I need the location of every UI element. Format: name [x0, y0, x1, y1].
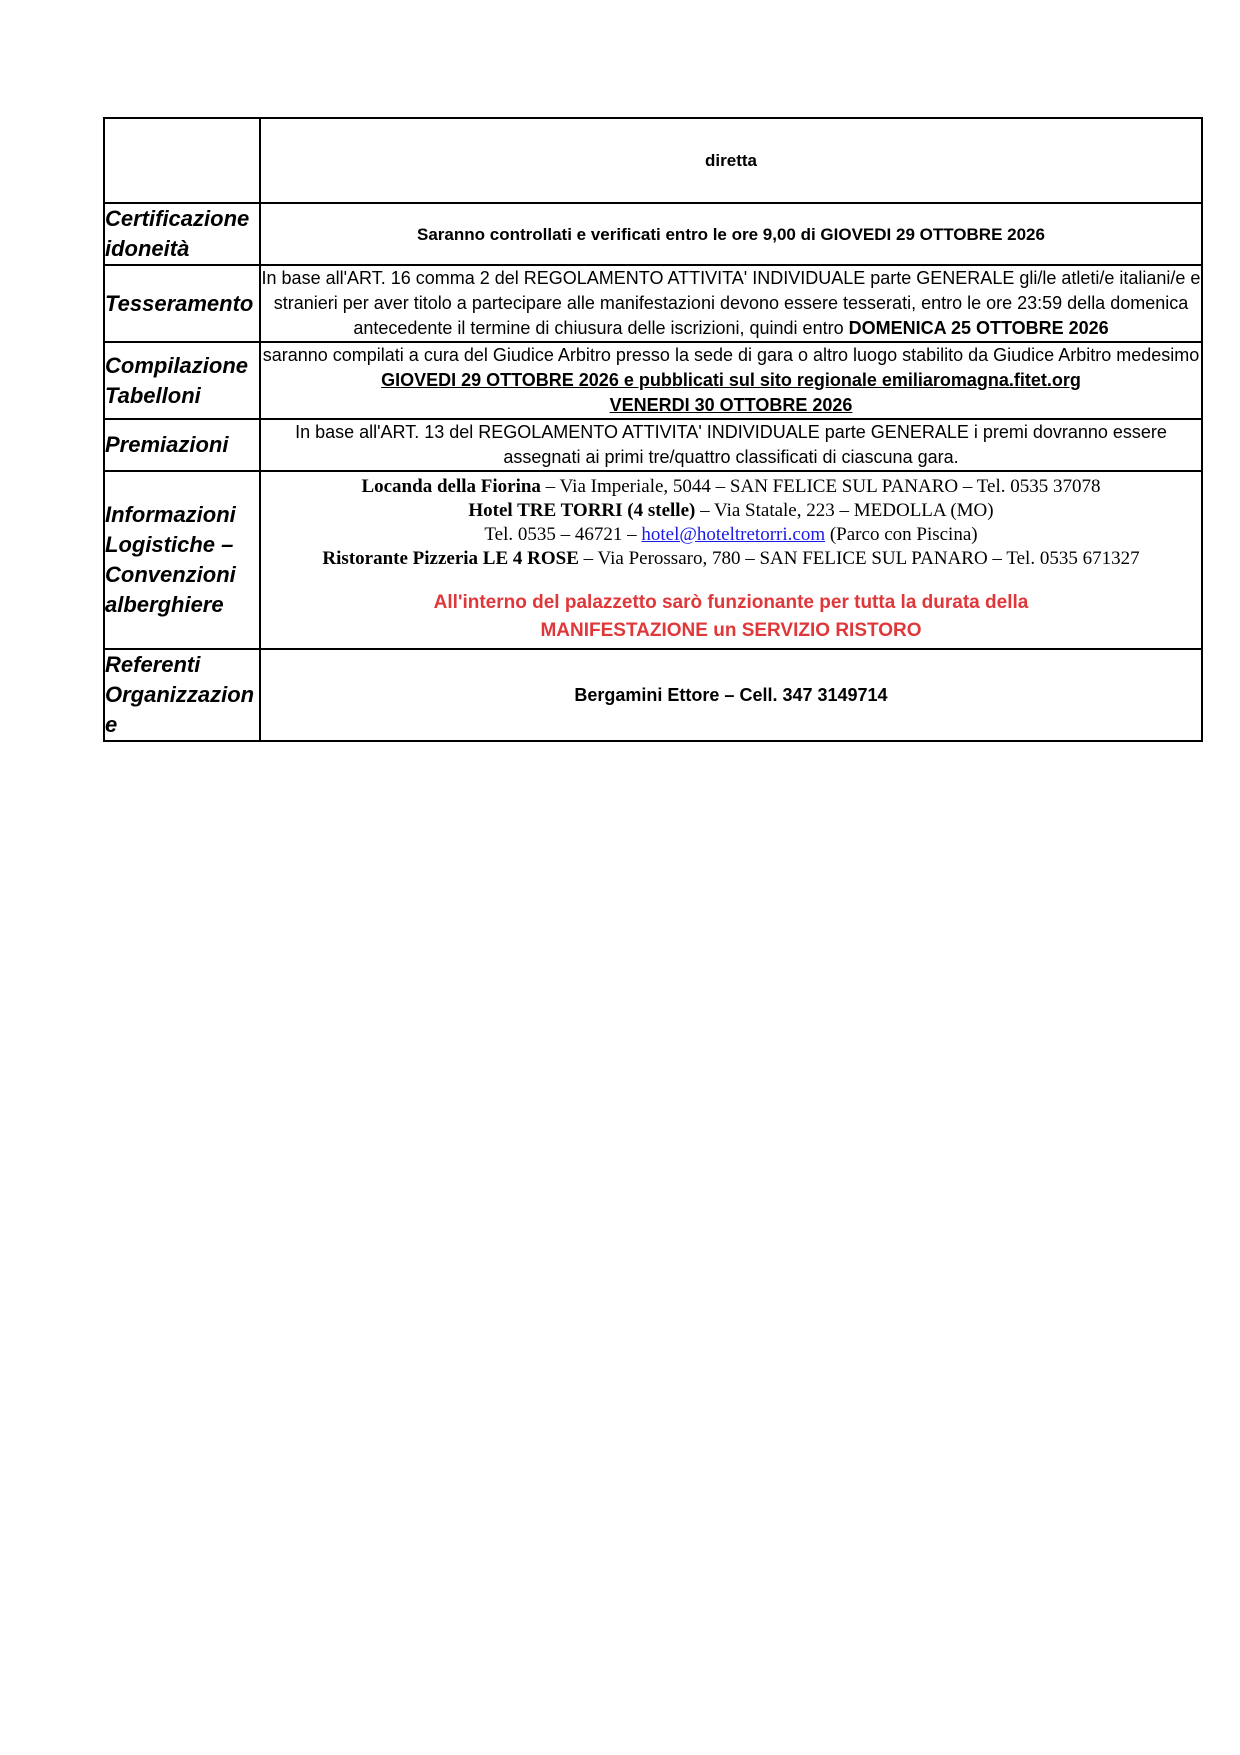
row-content: diretta	[260, 118, 1202, 203]
hotel-note: (Parco con Piscina)	[825, 524, 978, 545]
hotel-contact-line	[261, 523, 1201, 547]
locanda-address: – Via Imperiale, 5044 – SAN FELICE SUL PANARO – Tel. 0535 37078	[540, 476, 1101, 497]
ristorante-name: Ristorante Pizzeria LE 4 ROSE	[322, 548, 579, 569]
ristorante-line	[261, 547, 1201, 571]
hotel-phone: Tel. 0535 – 46721 –	[484, 524, 642, 545]
row-label: Tesseramento	[104, 265, 260, 342]
row-content: In base all'ART. 13 del REGOLAMENTO ATTIVITA' INDIVIDUALE parte GENERALE i premi dovranno essere assegnati ai primi tre/quattro classificati di ciascuna gara.	[260, 419, 1202, 471]
hotel-address: – Via Statale, 223 – MEDOLLA (MO)	[695, 500, 994, 521]
row-label: Informazioni Logistiche – Convenzioni alberghiere	[104, 471, 260, 649]
row-informazioni	[104, 471, 1202, 649]
compilazione-date-2: VENERDI 30 OTTOBRE 2026	[609, 395, 853, 415]
info-table	[103, 117, 1203, 742]
row-label: Premiazioni	[104, 419, 260, 471]
row-premiazioni	[104, 419, 1202, 471]
row-referenti	[104, 649, 1202, 741]
row-compilazione	[104, 342, 1202, 419]
compilazione-date-1: GIOVEDI 29 OTTOBRE 2026 e pubblicati sul sito regionale emiliaromagna.fitet.org	[381, 370, 1081, 390]
row-content	[260, 265, 1202, 342]
ristoro-notice-1: All'interno del palazzetto sarò funzionante per tutta la durata della	[433, 592, 1029, 613]
row-label: Certificazione idoneità	[104, 203, 260, 265]
row-diretta	[104, 118, 1202, 203]
hotel-line	[261, 499, 1201, 523]
hotel-name: Hotel TRE TORRI (4 stelle)	[468, 500, 696, 521]
row-label: Compilazione Tabelloni	[104, 342, 260, 419]
row-content	[260, 342, 1202, 419]
ristoro-notice-2: MANIFESTAZIONE un SERVIZIO RISTORO	[540, 620, 922, 641]
row-content: Bergamini Ettore – Cell. 347 3149714	[260, 649, 1202, 741]
locanda-name: Locanda della Fiorina	[361, 476, 541, 497]
locanda-line	[261, 475, 1201, 499]
row-label	[104, 118, 260, 203]
row-content	[260, 471, 1202, 649]
row-label: Referenti Organizzazion e	[104, 649, 260, 741]
ristorante-address: – Via Perossaro, 780 – SAN FELICE SUL PANARO – Tel. 0535 671327	[578, 548, 1140, 569]
tesseramento-text: In base all'ART. 16 comma 2 del REGOLAMENTO ATTIVITA' INDIVIDUALE parte GENERALE gli/le atleti/e italiani/e e stranieri per aver titolo a partecipare alle manifestazioni devono essere tesserati, entro le ore 23:59 della domenica antecedente il termine di chiusura delle iscrizioni, quindi entro	[261, 268, 1201, 338]
hotel-email-link[interactable]: hotel@hoteltretorri.com	[641, 524, 826, 545]
tesseramento-deadline: DOMENICA 25 OTTOBRE 2026	[848, 318, 1109, 338]
compilazione-text: saranno compilati a cura del Giudice Arbitro presso la sede di gara o altro luogo stabilito da Giudice Arbitro medesimo	[262, 345, 1200, 365]
row-tesseramento	[104, 265, 1202, 342]
row-content: Saranno controllati e verificati entro le ore 9,00 di GIOVEDI 29 OTTOBRE 2026	[260, 203, 1202, 265]
row-certificazione	[104, 203, 1202, 265]
